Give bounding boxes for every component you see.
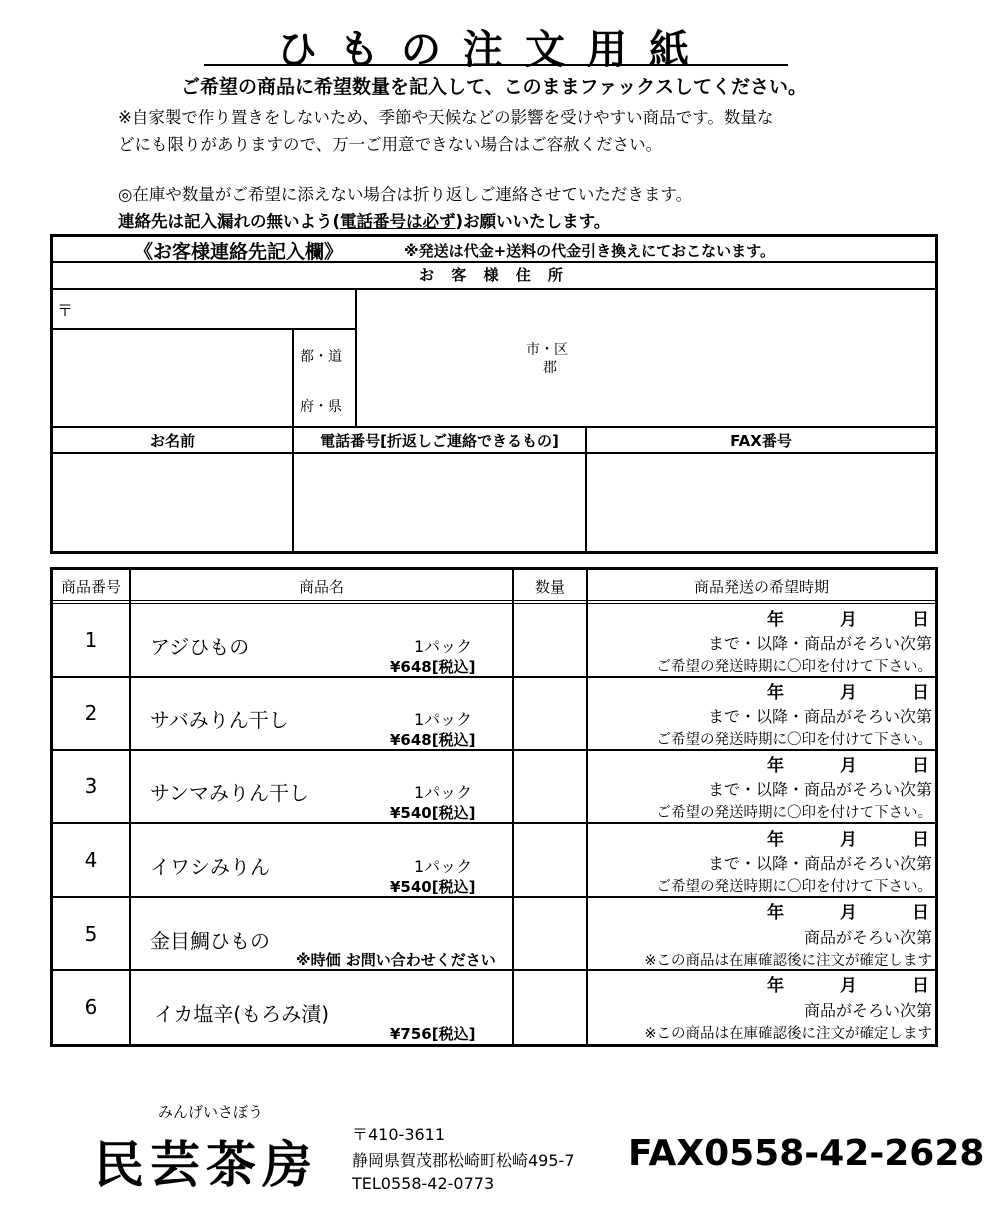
note-line-3: ◎在庫や数量がご希望に添えない場合は折り返しご連絡させていただきます。 — [118, 185, 693, 204]
row-4-quantity-input[interactable] — [516, 827, 582, 892]
phone-label: 電話番号[折返しご連絡できるもの] — [320, 432, 559, 450]
row-3-day: 日 — [912, 756, 929, 776]
row-5-price-note: ※時価 お問い合わせください — [296, 951, 496, 969]
row-6-price: ¥756[税込] — [390, 1025, 476, 1043]
shop-telephone: TEL0558-42-0773 — [352, 1174, 495, 1193]
row-4-month: 月 — [840, 830, 857, 850]
city-label-top: 市・区 — [526, 342, 568, 358]
row-2-day: 日 — [912, 683, 929, 703]
name-input-area[interactable] — [56, 456, 290, 550]
header-shipping-timing: 商品発送の希望時期 — [693, 578, 829, 596]
row-2-quantity-input[interactable] — [516, 681, 582, 745]
row-1-timing-options[interactable]: まで・以降・商品がそろい次第 — [707, 634, 932, 653]
note-line-4-a: 連絡先は記入漏れの無いよう( — [118, 212, 341, 231]
row-5-timing-options[interactable]: 商品がそろい次第 — [803, 928, 932, 947]
row-3-year: 年 — [767, 756, 784, 776]
row-4-day: 日 — [912, 830, 929, 850]
row-6-product-name: イカ塩辛(もろみ漬) — [154, 1002, 330, 1026]
prefecture-label-top: 都・道 — [300, 349, 342, 365]
row-1-product-name: アジひもの — [150, 635, 250, 659]
page-title: ひもの注文用紙 — [277, 26, 711, 73]
row-6-timing-options[interactable]: 商品がそろい次第 — [803, 1001, 932, 1020]
row-5-day: 日 — [912, 903, 929, 923]
fax-label: FAX番号 — [730, 432, 792, 450]
note-line-4-phone-required: 電話番号は必ず — [340, 212, 456, 231]
city-label-bottom: 郡 — [543, 360, 557, 376]
row-1-timing-hint: ご希望の発送時期に〇印を付けて下さい。 — [656, 659, 932, 675]
note-line-2: どにも限りがありますので、万一ご用意できない場合はご容赦ください。 — [118, 135, 663, 154]
row-5-number: 5 — [84, 922, 98, 946]
address-input-area[interactable] — [360, 292, 932, 424]
shop-name-reading: みんげいさぼう — [158, 1103, 264, 1121]
note-line-1: ※自家製で作り置きをしないため、季節や天候などの影響を受けやすい商品です。数量な — [118, 108, 774, 127]
row-6-day: 日 — [912, 976, 929, 996]
row-6-timing-hint: ※この商品は在庫確認後に注文が確定します — [644, 1026, 932, 1042]
row-5-year: 年 — [767, 903, 784, 923]
row-3-timing-hint: ご希望の発送時期に〇印を付けて下さい。 — [656, 805, 932, 821]
address-label: お 客 様 住 所 — [419, 266, 569, 284]
shop-postal-code: 〒410-3611 — [352, 1125, 446, 1144]
row-3-number: 3 — [84, 774, 98, 798]
row-1-number: 1 — [84, 628, 98, 652]
row-3-product-name: サンマみりん干し — [150, 781, 309, 805]
customer-section-header: 《お客様連絡先記入欄》 — [134, 241, 344, 263]
row-5-month: 月 — [840, 903, 857, 923]
row-4-year: 年 — [767, 830, 784, 850]
row-6-number: 6 — [84, 995, 98, 1019]
header-product-name: 商品名 — [298, 578, 344, 596]
row-5-quantity-input[interactable] — [516, 901, 582, 965]
row-4-unit: 1パック — [414, 857, 473, 876]
fax-input-area[interactable] — [589, 456, 933, 550]
row-3-timing-options[interactable]: まで・以降・商品がそろい次第 — [707, 780, 932, 799]
prefecture-input-area[interactable] — [58, 332, 288, 424]
row-4-number: 4 — [84, 848, 98, 872]
row-5-product-name: 金目鯛ひもの — [150, 929, 270, 953]
shop-logo-name: 民芸茶房 — [94, 1135, 318, 1194]
row-4-price: ¥540[税込] — [390, 878, 476, 896]
row-3-quantity-input[interactable] — [516, 754, 582, 818]
row-1-month: 月 — [840, 610, 857, 630]
row-2-month: 月 — [840, 683, 857, 703]
prefecture-label-bottom: 府・県 — [300, 399, 342, 415]
phone-input-area[interactable] — [296, 456, 583, 550]
row-5-timing-hint: ※この商品は在庫確認後に注文が確定します — [644, 953, 932, 969]
row-2-number: 2 — [84, 701, 98, 725]
row-2-product-name: サバみりん干し — [150, 708, 289, 732]
header-quantity: 数量 — [534, 578, 565, 596]
row-3-unit: 1パック — [414, 783, 473, 802]
row-6-year: 年 — [767, 976, 784, 996]
row-1-year: 年 — [767, 610, 784, 630]
row-3-month: 月 — [840, 756, 857, 776]
row-2-year: 年 — [767, 683, 784, 703]
shipping-payment-note: ※発送は代金+送料の代金引き換えにておこないます。 — [404, 242, 775, 260]
title-underline — [204, 64, 788, 66]
shop-address: 静岡県賀茂郡松崎町松崎495-7 — [352, 1151, 575, 1170]
instructions-subtitle: ご希望の商品に希望数量を記入して、このままファックスしてください。 — [180, 76, 808, 98]
postal-mark: 〒 — [57, 301, 74, 320]
row-6-month: 月 — [840, 976, 857, 996]
row-1-price: ¥648[税込] — [390, 658, 476, 676]
row-6-quantity-input[interactable] — [516, 974, 582, 1041]
row-4-timing-hint: ご希望の発送時期に〇印を付けて下さい。 — [656, 879, 932, 895]
note-line-4 — [118, 208, 878, 235]
shop-fax-number: FAX0558-42-2628 — [628, 1133, 985, 1174]
row-4-timing-options[interactable]: まで・以降・商品がそろい次第 — [707, 854, 932, 873]
row-4-product-name: イワシみりん — [150, 855, 270, 879]
row-2-unit: 1パック — [414, 710, 473, 729]
row-2-timing-hint: ご希望の発送時期に〇印を付けて下さい。 — [656, 732, 932, 748]
row-1-quantity-input[interactable] — [516, 608, 582, 672]
row-1-unit: 1パック — [414, 637, 473, 656]
row-2-timing-options[interactable]: まで・以降・商品がそろい次第 — [707, 707, 932, 726]
header-product-number: 商品番号 — [60, 578, 121, 596]
row-2-price: ¥648[税込] — [390, 731, 476, 749]
name-label: お名前 — [149, 432, 195, 450]
row-3-price: ¥540[税込] — [390, 804, 476, 822]
row-1-day: 日 — [912, 610, 929, 630]
note-line-4-c: )お願いいたします。 — [455, 212, 611, 231]
